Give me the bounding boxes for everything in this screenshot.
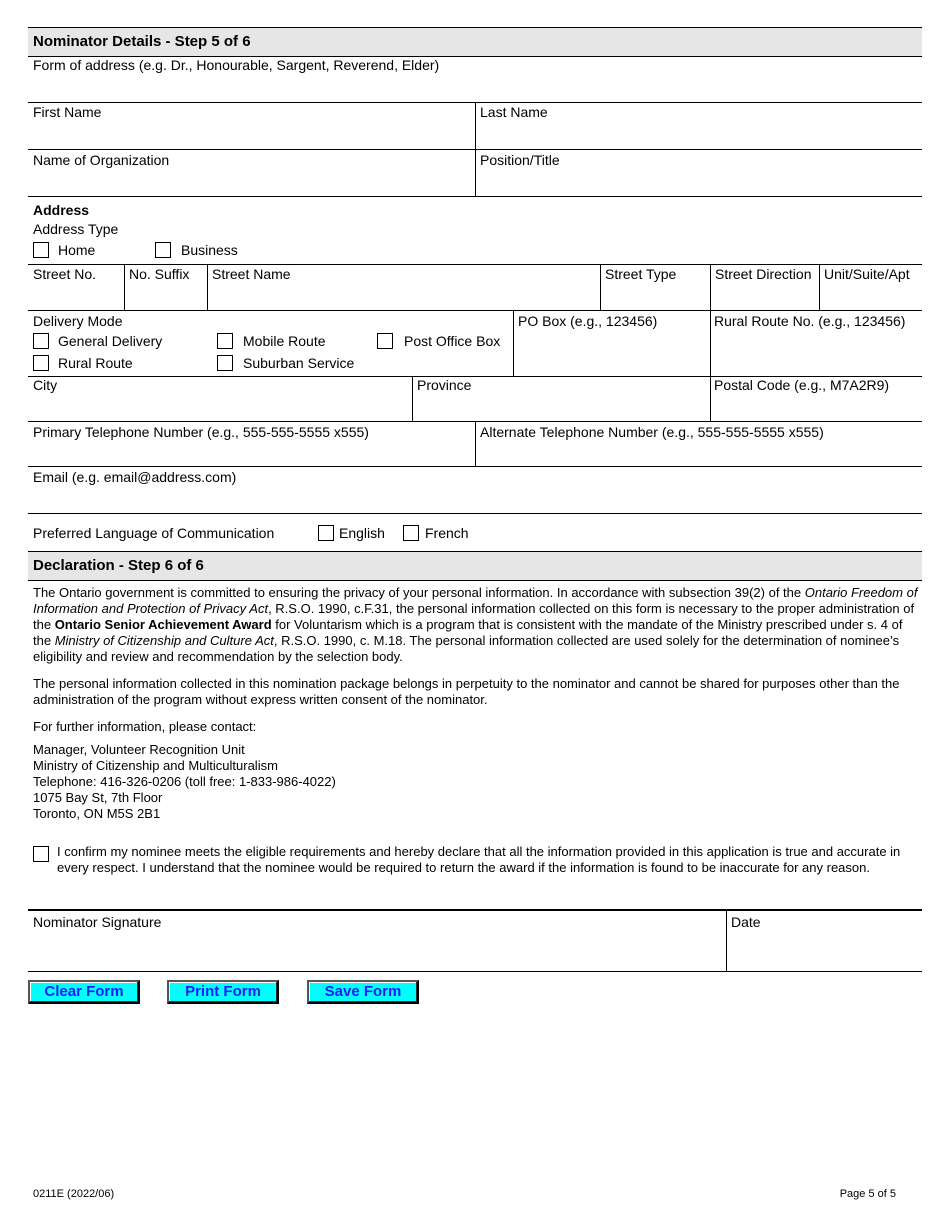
divider [28, 310, 922, 311]
no-suffix-field[interactable]: No. Suffix [129, 266, 190, 282]
divider [28, 971, 922, 972]
contact-intro: For further information, please contact: [33, 719, 257, 734]
form-of-address-field[interactable]: Form of address (e.g. Dr., Honourable, Sargent, Reverend, Elder) [33, 57, 440, 73]
po-box-field[interactable]: PO Box (e.g., 123456) [518, 313, 658, 329]
divider [412, 376, 413, 421]
divider [513, 310, 514, 376]
address-type-label: Address Type [33, 221, 119, 237]
contact-line: Toronto, ON M5S 2B1 [33, 806, 161, 821]
rural-route-label: Rural Route [58, 355, 133, 371]
divider [28, 466, 922, 467]
contact-block [33, 742, 919, 822]
street-type-field[interactable]: Street Type [605, 266, 677, 282]
alternate-phone-field[interactable]: Alternate Telephone Number (e.g., 555-555-5555 x555) [480, 424, 824, 440]
confirm-declaration-text: I confirm my nominee meets the eligible requirements and hereby declare that all the information provided in this application is true and accurate in every respect. I understand that the nominee would be required to return the award if the information is found to be inaccurate for any reason. [57, 844, 901, 875]
divider [28, 149, 922, 150]
ownership-paragraph: The personal information collected in this nomination package belongs in perpetuity to the nominator and cannot be shared for purposes other than the administration of the program without express written consent of the nominator. [33, 676, 900, 707]
divider [28, 264, 922, 265]
contact-line: Ministry of Citizenship and Multiculturalism [33, 758, 278, 773]
nominator-section-heading: Nominator Details - Step 5 of 6 [28, 28, 922, 56]
postal-code-field[interactable]: Postal Code (e.g., M7A2R9) [714, 377, 890, 393]
save-form-button[interactable]: Save Form [307, 980, 419, 1004]
home-label: Home [58, 242, 96, 258]
delivery-mode-label: Delivery Mode [33, 313, 123, 329]
clear-form-button[interactable]: Clear Form [28, 980, 140, 1004]
contact-line: Telephone: 416-326-0206 (toll free: 1-833-986-4022) [33, 774, 336, 789]
divider [28, 196, 922, 197]
province-field[interactable]: Province [417, 377, 472, 393]
business-checkbox[interactable] [155, 242, 171, 258]
confirm-declaration-checkbox[interactable] [33, 846, 49, 862]
city-field[interactable]: City [33, 377, 58, 393]
general-delivery-checkbox[interactable] [33, 333, 49, 349]
contact-line: 1075 Bay St, 7th Floor [33, 790, 163, 805]
first-name-field[interactable]: First Name [33, 104, 102, 120]
post-office-box-label: Post Office Box [404, 333, 501, 349]
print-form-button[interactable]: Print Form [167, 980, 279, 1004]
nominator-signature-field[interactable]: Nominator Signature [33, 914, 162, 930]
divider [124, 264, 125, 310]
english-label: English [339, 525, 385, 541]
street-direction-field[interactable]: Street Direction [715, 266, 812, 282]
french-label: French [425, 525, 469, 541]
contact-line: Manager, Volunteer Recognition Unit [33, 742, 245, 757]
general-delivery-label: General Delivery [58, 333, 163, 349]
divider [28, 909, 922, 911]
mobile-route-label: Mobile Route [243, 333, 326, 349]
divider [28, 513, 922, 514]
page-number: Page 5 of 5 [839, 1188, 896, 1200]
privacy-notice-paragraph: The Ontario government is committed to ensuring the privacy of your personal information. In accordance with subsection 39(2) of the Ontario Freedom of Information and Protection of Privacy Act, R.S.O. 1990, c.F.31, the personal information collected on this form is necessary to the proper administration of the Ontario Senior Achievement Award for Voluntarism which is a program that is consistent with the mandate of the Ministry prescribed under s. 4 of the Ministry of Citizenship and Culture Act, R.S.O. 1990, c. M.18. The personal information collected are used solely for the determination of nominee’s eligibility and review and recommendation by the selection body. [33, 585, 918, 664]
unit-suite-apt-field[interactable]: Unit/Suite/Apt [824, 266, 910, 282]
mobile-route-checkbox[interactable] [217, 333, 233, 349]
divider [710, 264, 711, 310]
divider [710, 310, 711, 421]
declaration-section-heading: Declaration - Step 6 of 6 [28, 552, 922, 580]
divider [600, 264, 601, 310]
street-no-field[interactable]: Street No. [33, 266, 97, 282]
street-name-field[interactable]: Street Name [212, 266, 291, 282]
business-label: Business [181, 242, 238, 258]
french-checkbox[interactable] [403, 525, 419, 541]
divider [207, 264, 208, 310]
date-field[interactable]: Date [731, 914, 761, 930]
english-checkbox[interactable] [318, 525, 334, 541]
post-office-box-checkbox[interactable] [377, 333, 393, 349]
divider [726, 910, 727, 971]
primary-phone-field[interactable]: Primary Telephone Number (e.g., 555-555-5555 x555) [33, 424, 369, 440]
rural-route-no-field[interactable]: Rural Route No. (e.g., 123456) [714, 313, 906, 329]
organization-field[interactable]: Name of Organization [33, 152, 170, 168]
last-name-field[interactable]: Last Name [480, 104, 548, 120]
suburban-service-label: Suburban Service [243, 355, 355, 371]
form-code: 0211E (2022/06) [33, 1188, 115, 1200]
home-checkbox[interactable] [33, 242, 49, 258]
rural-route-checkbox[interactable] [33, 355, 49, 371]
divider [819, 264, 820, 310]
email-field[interactable]: Email (e.g. email@address.com) [33, 469, 237, 485]
divider [475, 421, 476, 466]
suburban-service-checkbox[interactable] [217, 355, 233, 371]
language-label: Preferred Language of Communication [33, 525, 275, 541]
address-heading: Address [33, 202, 90, 218]
divider [28, 580, 922, 581]
position-title-field[interactable]: Position/Title [480, 152, 560, 168]
